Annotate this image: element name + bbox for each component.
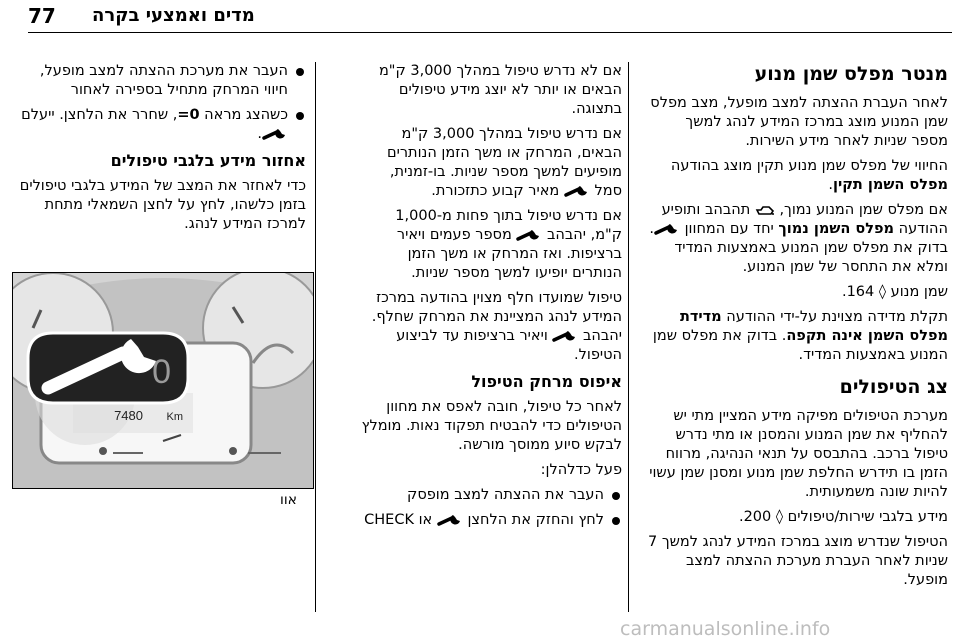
paragraph: תקלת מדידה מצוינת על-ידי ההודעה מדידת מפלס השמן אינה תקפה. בדוק את מפלס שמן המנוע באמצעות המדיד. bbox=[652, 309, 948, 363]
paragraph: לאחר כל טיפול, חובה לאפס את מחוון הטיפולים כדי להבטיח תפקוד נאות. מומלץ לבקש סיוע ממוסך מורשה. bbox=[361, 399, 622, 453]
section-heading-retrieve: אחזור מידע בלגבי טיפולים bbox=[110, 151, 306, 170]
section-heading-reset: איפוס מרחק הטיפול bbox=[471, 372, 622, 391]
wrench-icon bbox=[262, 127, 288, 141]
cross-reference: מידע בלגבי שירות/טיפולים ◊ 200. bbox=[738, 509, 948, 525]
paragraph: מערכת הטיפולים מפיקה מידע המציין מתי יש להחליף את שמן המנוע והמסנן או מתי נדרש טיפול ברכב. בהתבסס על תנאי הנהיגה, מרווח הזמן בו תידרש החלפת שמן מנוע ומסנן שמן עשוי להיות שונה משמעותית. bbox=[649, 408, 948, 500]
column-divider-left bbox=[315, 62, 316, 612]
watermark: carmanualsonline.info bbox=[620, 618, 831, 640]
wrench-icon bbox=[516, 228, 542, 242]
wrench-icon bbox=[552, 329, 578, 343]
list-item: לחץ והחזק את הלחצן או CHECK bbox=[360, 511, 622, 530]
list-item: כשהצג מראה =0, שחרר את הלחצן. ייעלם . bbox=[16, 106, 306, 144]
paragraph: לאחר העברת ההצתה למצב מופעל, מצב מפלס שמן המנוע מוצג במרכז המידע לנהג למשך מספר שניות לאחר מידע השירות. bbox=[650, 95, 948, 149]
page-number: 77 bbox=[28, 4, 56, 28]
paragraph: טיפול שמועדו חלף מצוין בהודעה במרכז המידע לנהג המציינת את המרחק שחלף. יהבהב ויאיר ברציפות עד לביצוע הטיפול. bbox=[371, 290, 622, 363]
column-middle bbox=[360, 62, 622, 536]
cross-reference: שמן מנוע ◊ 164. bbox=[841, 284, 948, 300]
page-title: מדים ואמצעי בקרה bbox=[92, 5, 255, 26]
bullet-list bbox=[16, 62, 306, 144]
list-item: העבר את ההצתה למצב מופסק bbox=[360, 486, 622, 505]
column-right bbox=[648, 62, 948, 596]
oil-can-icon bbox=[755, 204, 775, 216]
wrench-icon bbox=[437, 513, 463, 527]
paragraph: אם נדרש טיפול במהלך 3,000 ק"מ הבאים, המרחק או משך הזמן הנותרים מופיעים למשך מספר שניות. בו-זמנית, סמל מאיר קבוע כתזכורת. bbox=[387, 126, 622, 199]
cluster-digit: 0 bbox=[152, 353, 171, 391]
paragraph: אם מפלס שמן המנוע נמוך, תהבהב ותופיע ההודעה מפלס השמן נמוך יחד עם המחוון . בדוק את מפלס שמן המנוע באמצעות המדיד ומלא את התחסר של שמן המנוע. bbox=[649, 202, 948, 275]
paragraph: אם לא נדרש טיפול במהלך 3,000 ק"מ הבאים או יותר לא יוצג מידע טיפולים בתצוגה. bbox=[378, 63, 622, 117]
paragraph: פעל כדלהלן: bbox=[540, 462, 622, 478]
column-divider-right bbox=[628, 62, 629, 612]
odometer-unit: Km bbox=[166, 411, 183, 423]
list-item: העבר את מערכת ההצתה למצב מופעל, חיווי המרחק מתחיל בספירה לאחור bbox=[16, 62, 306, 100]
header-rule bbox=[28, 32, 952, 33]
odometer-reading: 7480 bbox=[114, 408, 143, 423]
column-left bbox=[16, 62, 306, 240]
bullet-list bbox=[360, 486, 622, 530]
page-header bbox=[0, 0, 960, 30]
wrench-icon bbox=[654, 222, 680, 236]
paragraph: כדי לאחזר את המצב של המידע בלגבי טיפולים בזמן כלשהו, לחץ על לחצן השמאלי מתחת למרכז המידע לנהג. bbox=[19, 178, 306, 232]
section-heading-service-display: צג הטיפולים bbox=[839, 376, 948, 398]
paragraph: אם נדרש טיפול בתוך פחות מ-1,000 ק"מ, יהבהב מספר פעמים ויאיר ברציפות. ואז המרחק או משך הזמן הנותרים יופיעו למשך מספר שניות. bbox=[395, 208, 622, 281]
paragraph: הטיפול שנדרש מוצג במרכז המידע לנהג למשך 7 שניות לאחר העברת מערכת ההצתה למצב מופעל. bbox=[648, 534, 948, 588]
instrument-cluster-figure bbox=[12, 272, 314, 489]
wrench-icon bbox=[564, 184, 590, 198]
cluster-illustration bbox=[13, 273, 313, 488]
figure-caption: אוו bbox=[280, 492, 297, 508]
paragraph: החיווי של מפלס שמן מנוע תקין מוצג בהודעה מפלס השמן תקין. bbox=[670, 158, 948, 193]
section-heading-oil-level: מנטר מפלס שמן מנוע bbox=[754, 63, 948, 85]
